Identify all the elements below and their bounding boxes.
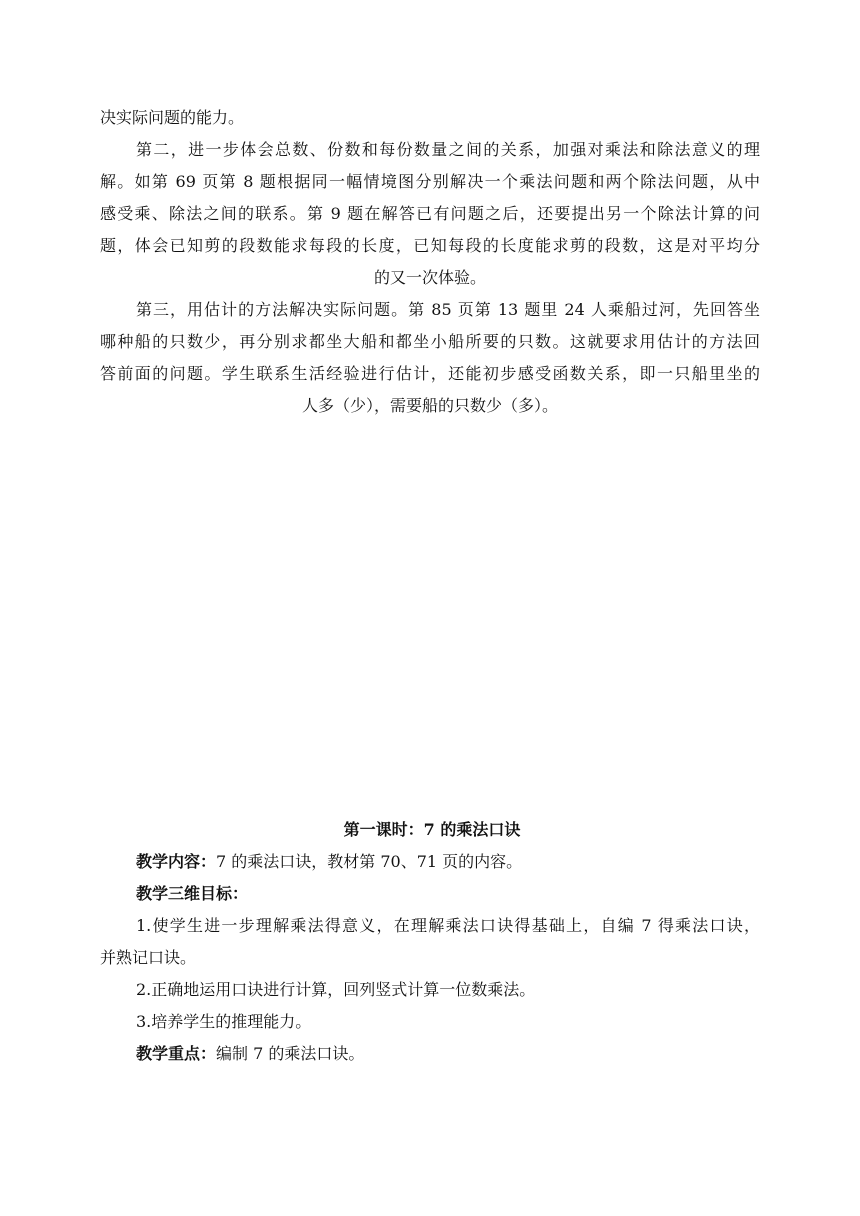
goal-3: 3.培养学生的推理能力。 bbox=[136, 1012, 312, 1031]
teaching-key-point bbox=[100, 1038, 760, 1070]
teaching-goals-heading: 教学三维目标： bbox=[136, 884, 249, 903]
goal-1-line: 1.使学生进一步理解乘法得意义，在理解乘法口诀得基础上，自编 7 得乘法口诀， bbox=[136, 916, 760, 935]
goal-2: 2.正确地运用口诀进行计算，回列竖式计算一位数乘法。 bbox=[136, 980, 536, 999]
paragraph-second bbox=[100, 134, 760, 294]
paragraph-line: 答前面的问题。学生联系生活经验进行估计，还能初步感受函数关系，即一只船里坐的 bbox=[100, 364, 760, 383]
paragraph-line: 感受乘、除法之间的联系。第 9 题在解答已有问题之后，还要提出另一个除法计算的问 bbox=[100, 204, 760, 223]
paragraph-line-centered: 人多（少），需要船的只数少（多）。 bbox=[301, 396, 558, 415]
paragraph-third bbox=[100, 294, 760, 422]
teaching-content-label: 教学内容： bbox=[136, 852, 217, 871]
teaching-key-text: 编制 7 的乘法口诀。 bbox=[216, 1044, 365, 1063]
paragraph-line-centered: 的又一次体验。 bbox=[373, 268, 486, 287]
paragraph-line: 题，体会已知剪的段数能求每段的长度，已知每段的长度能求剪的段数，这是对平均分 bbox=[100, 236, 760, 255]
teaching-content bbox=[100, 846, 760, 878]
paragraph-line: 解。如第 69 页第 8 题根据同一幅情境图分别解决一个乘法问题和两个除法问题，从中 bbox=[100, 172, 760, 191]
teaching-content-text: 7 的乘法口诀，教材第 70、71 页的内容。 bbox=[216, 852, 523, 871]
goal-1-line: 并熟记口诀。 bbox=[100, 948, 197, 967]
paragraph-1-tail: 决实际问题的能力。 bbox=[100, 108, 245, 127]
paragraph-line: 哪种船的只数少，再分别求都坐大船和都坐小船所要的只数。这就要求用估计的方法回 bbox=[100, 332, 760, 351]
section-lesson-plan bbox=[100, 814, 760, 1070]
section-analysis bbox=[100, 102, 760, 422]
lesson-title: 第一课时：7 的乘法口诀 bbox=[343, 820, 521, 839]
paragraph-line: 第二，进一步体会总数、份数和每份数量之间的关系，加强对乘法和除法意义的理 bbox=[136, 140, 760, 159]
teaching-key-label: 教学重点： bbox=[136, 1044, 217, 1063]
paragraph-line: 第三，用估计的方法解决实际问题。第 85 页第 13 题里 24 人乘船过河，先回答坐 bbox=[136, 300, 760, 319]
